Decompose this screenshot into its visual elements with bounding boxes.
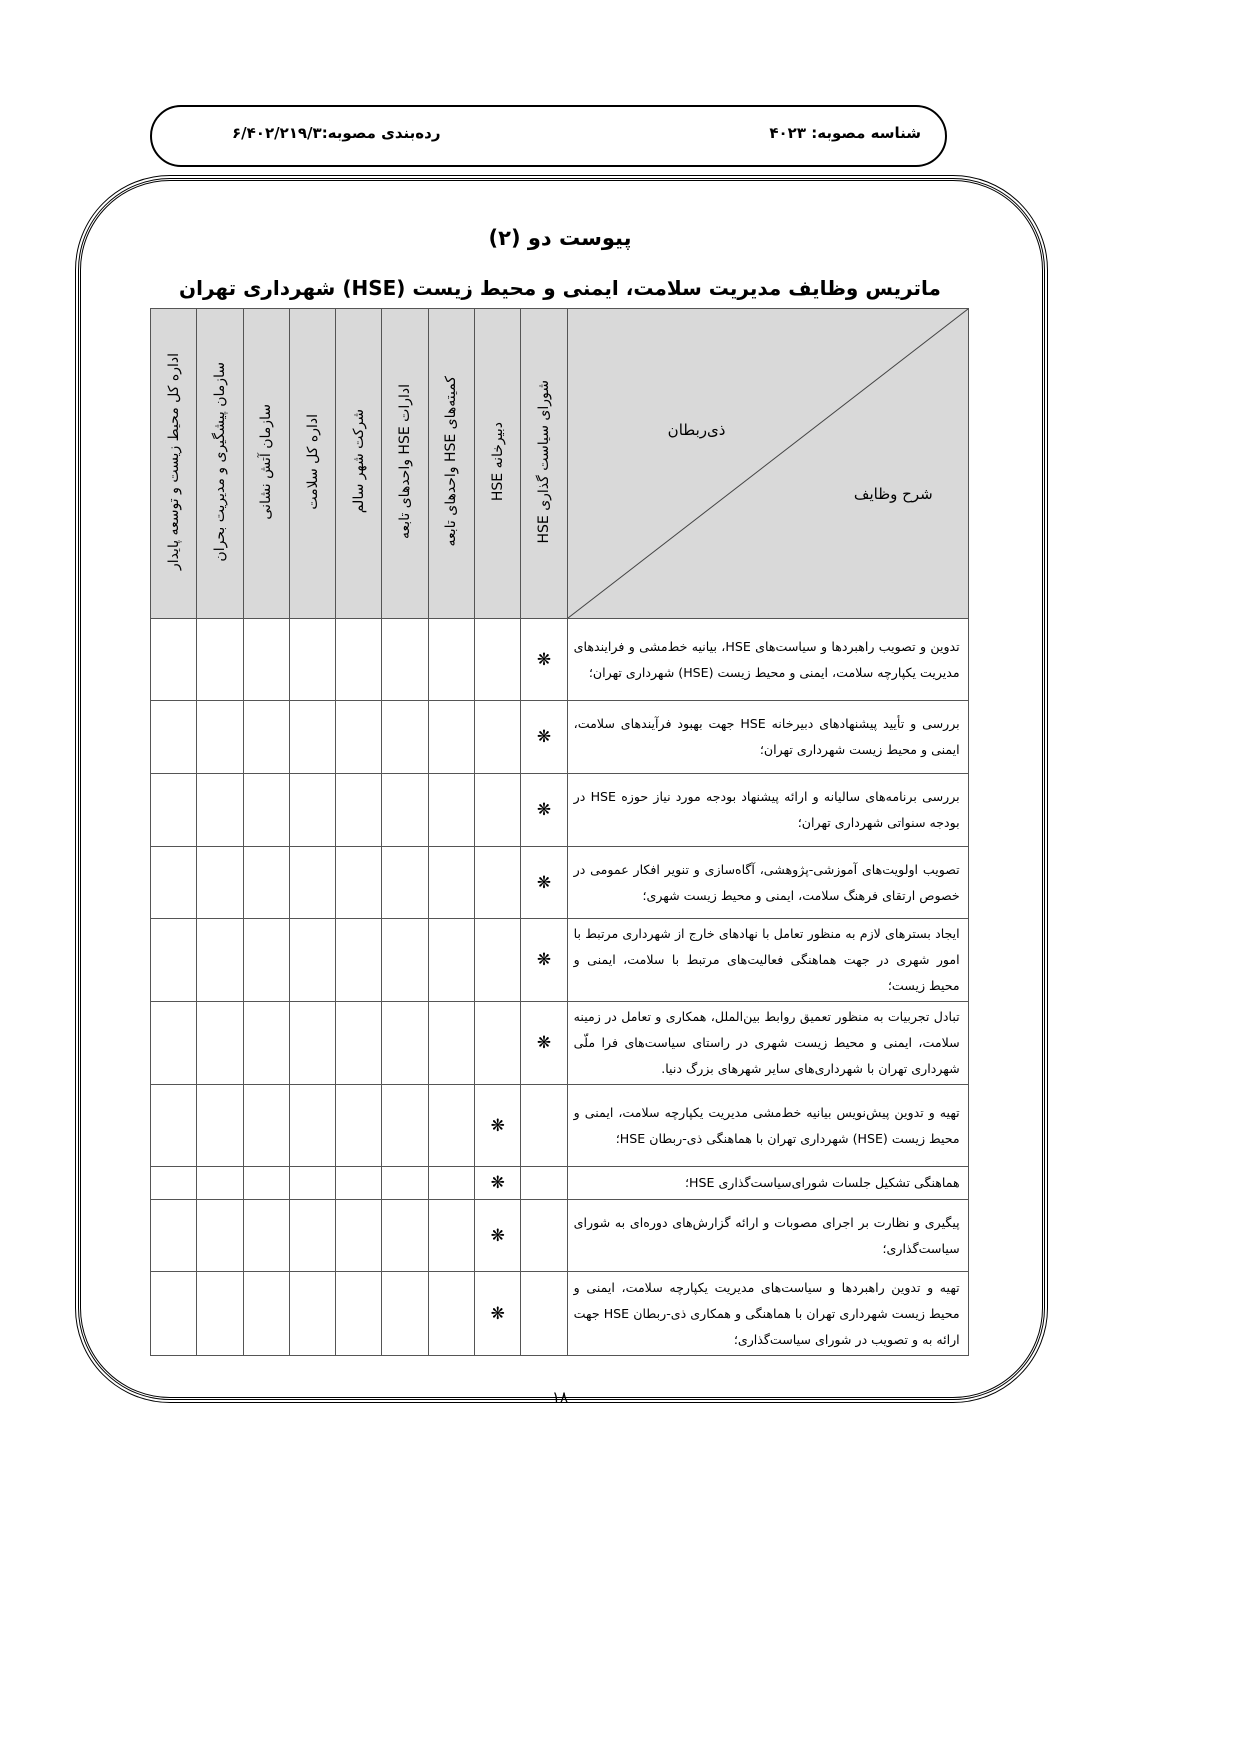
empty-cell xyxy=(289,774,335,847)
empty-cell xyxy=(382,1200,428,1272)
duty-description: هماهنگی تشکیل جلسات شورای‌سیاست‌گذاری HSE؛ xyxy=(567,1167,968,1200)
empty-cell xyxy=(151,774,197,847)
approval-id: شناسه مصوبه: ۴۰۲۳ xyxy=(769,124,921,142)
appendix-title: پیوست دو (۲) xyxy=(488,226,632,250)
empty-cell xyxy=(151,619,197,701)
empty-cell xyxy=(382,847,428,919)
empty-cell xyxy=(336,701,382,774)
empty-cell xyxy=(428,847,474,919)
empty-cell xyxy=(289,847,335,919)
empty-cell xyxy=(151,1272,197,1356)
duty-description: تدوین و تصویب راهبردها و سیاست‌های HSE، بیانیه خط‌مشی و فرایندهای مدیریت یکپارچه سلامت، ایمنی و محیط زیست (HSE) شهرداری تهران؛ xyxy=(567,619,968,701)
empty-cell xyxy=(243,1002,289,1085)
column-header xyxy=(521,309,567,619)
duty-description: تهیه و تدوین پیش‌نویس بیانیه خط‌مشی مدیریت یکپارچه سلامت، ایمنی و محیط زیست (HSE) شهرداری تهران با هماهنگی ذی-ربطان HSE؛ xyxy=(567,1085,968,1167)
column-header xyxy=(289,309,335,619)
empty-cell xyxy=(475,847,521,919)
duty-description: پیگیری و نظارت بر اجرای مصوبات و ارائه گزارش‌های دوره‌ای به شورای سیاست‌گذاری؛ xyxy=(567,1200,968,1272)
column-header xyxy=(428,309,474,619)
table-row xyxy=(151,847,969,919)
header-row xyxy=(151,309,969,619)
column-header xyxy=(336,309,382,619)
column-header-label: شرکت شهر سالم xyxy=(350,409,367,514)
responsibility-mark-icon: ❋ xyxy=(521,774,567,847)
responsibility-matrix xyxy=(150,308,969,1356)
document-header xyxy=(150,105,947,167)
empty-cell xyxy=(475,774,521,847)
empty-cell xyxy=(521,1167,567,1200)
duty-description: بررسی برنامه‌های سالیانه و ارائه پیشنهاد بودجه مورد نیاز حوزه HSE در بودجه سنواتی شهرداری تهران؛ xyxy=(567,774,968,847)
duty-description: تهیه و تدوین راهبردها و سیاست‌های مدیریت یکپارچه سلامت، ایمنی و محیط زیست شهرداری تهران با هماهنگی و همکاری ذی-ربطان HSE جهت ارائه به و تصویب در شورای سیاست‌گذاری؛ xyxy=(567,1272,968,1356)
empty-cell xyxy=(336,1002,382,1085)
empty-cell xyxy=(428,701,474,774)
empty-cell xyxy=(428,1200,474,1272)
duty-description: تصویب اولویت‌های آموزشی-پژوهشی، آگاه‌سازی و تنویر افکار عمومی در خصوص ارتقای فرهنگ سلامت، ایمنی و محیط زیست شهری؛ xyxy=(567,847,968,919)
empty-cell xyxy=(243,774,289,847)
table-row xyxy=(151,1085,969,1167)
empty-cell xyxy=(521,1085,567,1167)
empty-cell xyxy=(428,619,474,701)
empty-cell xyxy=(475,619,521,701)
empty-cell xyxy=(289,619,335,701)
duty-description: بررسی و تأیید پیشنهادهای دبیرخانه HSE جهت بهبود فرآیندهای سلامت، ایمنی و محیط زیست شهرداری تهران؛ xyxy=(567,701,968,774)
stakeholders-label: ذی‌ربطان xyxy=(667,421,726,439)
empty-cell xyxy=(382,1167,428,1200)
column-header-label: کمیته‌های HSE واحدهای تابعه xyxy=(443,376,460,547)
empty-cell xyxy=(151,701,197,774)
diagonal-divider xyxy=(568,309,968,618)
empty-cell xyxy=(243,1085,289,1167)
matrix-title: ماتریس وظایف مدیریت سلامت، ایمنی و محیط زیست (HSE) شهرداری تهران xyxy=(179,276,941,300)
empty-cell xyxy=(336,1200,382,1272)
empty-cell xyxy=(243,1167,289,1200)
empty-cell xyxy=(243,701,289,774)
empty-cell xyxy=(336,1167,382,1200)
empty-cell xyxy=(428,919,474,1002)
table-row xyxy=(151,701,969,774)
table-row xyxy=(151,1200,969,1272)
empty-cell xyxy=(243,847,289,919)
column-header xyxy=(382,309,428,619)
column-header-label: اداره کل محیط زیست و توسعه پایدار xyxy=(165,353,182,570)
empty-cell xyxy=(197,919,243,1002)
empty-cell xyxy=(521,1272,567,1356)
empty-cell xyxy=(382,701,428,774)
column-header-label: اداره کل سلامت xyxy=(304,413,321,510)
empty-cell xyxy=(151,847,197,919)
responsibility-mark-icon: ❋ xyxy=(475,1200,521,1272)
table-row xyxy=(151,1002,969,1085)
table-row xyxy=(151,1167,969,1200)
responsibility-mark-icon: ❋ xyxy=(521,847,567,919)
empty-cell xyxy=(382,1272,428,1356)
responsibility-mark-icon: ❋ xyxy=(475,1085,521,1167)
empty-cell xyxy=(382,619,428,701)
empty-cell xyxy=(197,701,243,774)
empty-cell xyxy=(382,774,428,847)
empty-cell xyxy=(197,619,243,701)
empty-cell xyxy=(243,1272,289,1356)
empty-cell xyxy=(197,1167,243,1200)
table-row xyxy=(151,619,969,701)
responsibility-mark-icon: ❋ xyxy=(475,1272,521,1356)
empty-cell xyxy=(243,619,289,701)
responsibility-mark-icon: ❋ xyxy=(521,619,567,701)
empty-cell xyxy=(475,919,521,1002)
empty-cell xyxy=(151,1002,197,1085)
column-header-label: سازمان آتش نشانی xyxy=(258,403,275,520)
page-number: ۱۸ xyxy=(551,1388,569,1406)
approval-classification: رده‌بندی مصوبه:۶/۴۰۲/۲۱۹/۳ xyxy=(232,124,441,142)
column-header-label: شورای سیاست گذاری HSE xyxy=(536,379,553,544)
corner-header xyxy=(567,309,968,619)
empty-cell xyxy=(289,1085,335,1167)
empty-cell xyxy=(151,1167,197,1200)
duty-description: ایجاد بسترهای لازم به منظور تعامل با نهادهای خارج از شهرداری مرتبط با امور شهری در جهت هماهنگی فعالیت‌های مرتبط با سلامت، ایمنی و محیط زیست؛ xyxy=(567,919,968,1002)
empty-cell xyxy=(336,1272,382,1356)
empty-cell xyxy=(336,847,382,919)
empty-cell xyxy=(289,1002,335,1085)
empty-cell xyxy=(428,1085,474,1167)
table-row xyxy=(151,1272,969,1356)
empty-cell xyxy=(336,619,382,701)
empty-cell xyxy=(428,1167,474,1200)
empty-cell xyxy=(382,1002,428,1085)
column-header-label: سازمان پیشگیری و مدیریت بحران xyxy=(211,361,228,562)
empty-cell xyxy=(197,774,243,847)
empty-cell xyxy=(289,1272,335,1356)
empty-cell xyxy=(428,1002,474,1085)
empty-cell xyxy=(197,1002,243,1085)
empty-cell xyxy=(151,1200,197,1272)
empty-cell xyxy=(197,847,243,919)
empty-cell xyxy=(382,1085,428,1167)
column-header-label: ادارات HSE واحدهای تابعه xyxy=(397,383,414,540)
table-row xyxy=(151,919,969,1002)
table-row xyxy=(151,774,969,847)
empty-cell xyxy=(336,1085,382,1167)
empty-cell xyxy=(151,919,197,1002)
empty-cell xyxy=(475,1002,521,1085)
empty-cell xyxy=(197,1085,243,1167)
empty-cell xyxy=(521,1200,567,1272)
column-header xyxy=(243,309,289,619)
empty-cell xyxy=(289,1200,335,1272)
duty-description: تبادل تجربیات به منظور تعمیق روابط بین‌الملل، همکاری و تعامل در زمینه سلامت، ایمنی و محیط زیست شهری در راستای سیاست‌های فرا ملّی شهرداری تهران با شهرداری‌های سایر شهرهای بزرگ دنیا. xyxy=(567,1002,968,1085)
empty-cell xyxy=(289,919,335,1002)
empty-cell xyxy=(382,919,428,1002)
column-header xyxy=(151,309,197,619)
column-header xyxy=(475,309,521,619)
column-header xyxy=(197,309,243,619)
responsibility-mark-icon: ❋ xyxy=(521,1002,567,1085)
responsibility-mark-icon: ❋ xyxy=(521,919,567,1002)
empty-cell xyxy=(289,1167,335,1200)
empty-cell xyxy=(475,701,521,774)
empty-cell xyxy=(243,919,289,1002)
responsibility-mark-icon: ❋ xyxy=(475,1167,521,1200)
empty-cell xyxy=(336,919,382,1002)
empty-cell xyxy=(336,774,382,847)
column-header-label: دبیرخانه HSE xyxy=(489,421,506,502)
empty-cell xyxy=(428,774,474,847)
empty-cell xyxy=(197,1200,243,1272)
empty-cell xyxy=(243,1200,289,1272)
empty-cell xyxy=(151,1085,197,1167)
empty-cell xyxy=(197,1272,243,1356)
empty-cell xyxy=(428,1272,474,1356)
responsibility-mark-icon: ❋ xyxy=(521,701,567,774)
duties-label: شرح وظایف xyxy=(853,485,933,503)
empty-cell xyxy=(289,701,335,774)
